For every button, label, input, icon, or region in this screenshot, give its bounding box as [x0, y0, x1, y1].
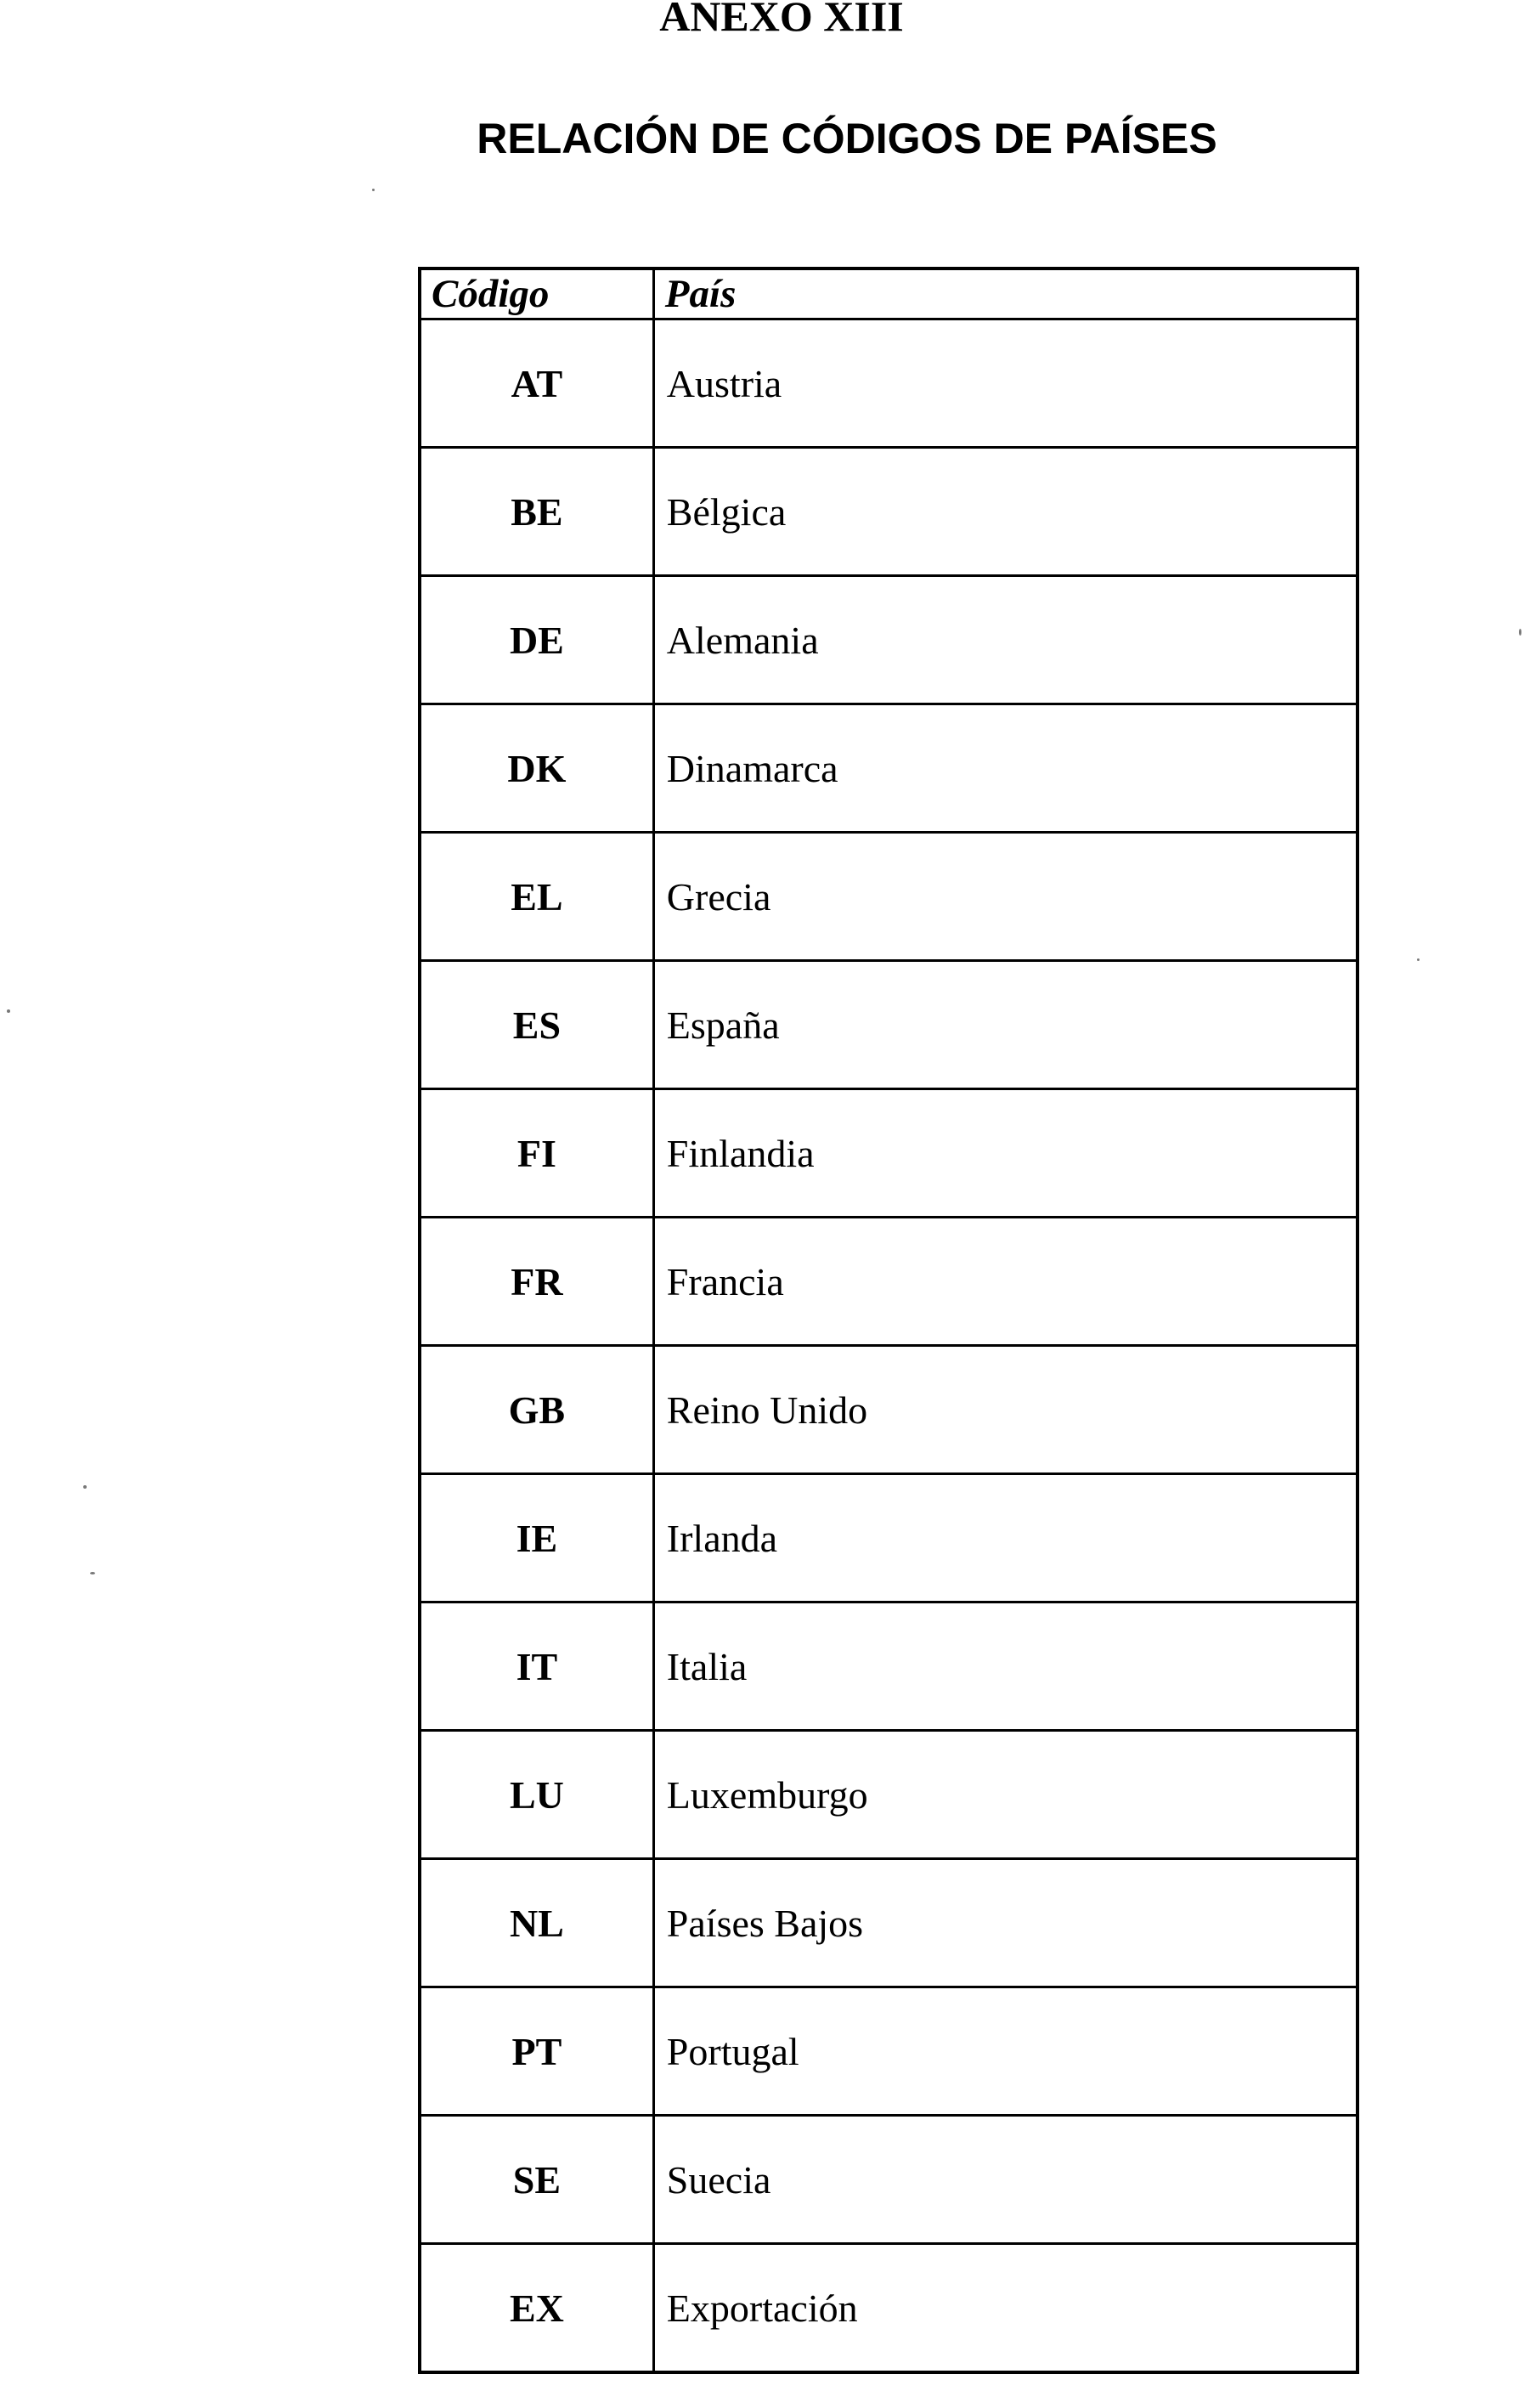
- scan-speck: [83, 1485, 87, 1489]
- country-name-cell: Suecia: [653, 2116, 1357, 2244]
- country-code-cell: NL: [420, 1859, 653, 1987]
- country-name-cell: Luxemburgo: [653, 1731, 1357, 1859]
- country-name-cell: Irlanda: [653, 1474, 1357, 1603]
- country-code-cell: FI: [420, 1089, 653, 1218]
- country-codes-table: [418, 267, 1359, 2374]
- country-code-cell: IT: [420, 1603, 653, 1731]
- country-name-cell: Alemania: [653, 576, 1357, 704]
- page-title: RELACIÓN DE CÓDIGOS DE PAÍSES: [477, 115, 1217, 162]
- table-row: [420, 1346, 1357, 1474]
- country-code-cell: EL: [420, 833, 653, 961]
- table-row: [420, 1474, 1357, 1603]
- table-row: [420, 1603, 1357, 1731]
- country-code-cell: FR: [420, 1218, 653, 1346]
- table-header-row: [420, 268, 1357, 319]
- country-code-cell: AT: [420, 319, 653, 448]
- table-row: [420, 833, 1357, 961]
- country-code-cell: PT: [420, 1987, 653, 2116]
- country-name-cell: Francia: [653, 1218, 1357, 1346]
- column-header-country: País: [653, 268, 1357, 319]
- table-row: [420, 319, 1357, 448]
- country-name-cell: Austria: [653, 319, 1357, 448]
- country-name-cell: Portugal: [653, 1987, 1357, 2116]
- table-row: [420, 1218, 1357, 1346]
- table-row: [420, 1731, 1357, 1859]
- country-code-cell: BE: [420, 448, 653, 576]
- table-row: [420, 2116, 1357, 2244]
- table-row: [420, 448, 1357, 576]
- country-code-cell: GB: [420, 1346, 653, 1474]
- table-row: [420, 1987, 1357, 2116]
- country-name-cell: Grecia: [653, 833, 1357, 961]
- table-row: [420, 1089, 1357, 1218]
- country-name-cell: Italia: [653, 1603, 1357, 1731]
- country-name-cell: España: [653, 961, 1357, 1089]
- country-code-cell: LU: [420, 1731, 653, 1859]
- country-name-cell: Dinamarca: [653, 704, 1357, 833]
- country-name-cell: Finlandia: [653, 1089, 1357, 1218]
- country-name-cell: Reino Unido: [653, 1346, 1357, 1474]
- scan-speck: [90, 1572, 95, 1574]
- table-row: [420, 961, 1357, 1089]
- column-header-code: Código: [420, 268, 653, 319]
- scan-speck: [1519, 629, 1521, 636]
- scan-speck: [7, 1009, 10, 1013]
- country-code-cell: EX: [420, 2244, 653, 2373]
- annex-title: ANEXO XIII: [659, 0, 904, 40]
- country-code-cell: SE: [420, 2116, 653, 2244]
- country-name-cell: Países Bajos: [653, 1859, 1357, 1987]
- country-code-cell: DE: [420, 576, 653, 704]
- scan-speck: [372, 189, 375, 191]
- country-name-cell: Exportación: [653, 2244, 1357, 2373]
- country-code-cell: ES: [420, 961, 653, 1089]
- country-code-cell: IE: [420, 1474, 653, 1603]
- table-row: [420, 1859, 1357, 1987]
- table-row: [420, 2244, 1357, 2373]
- table-row: [420, 576, 1357, 704]
- country-name-cell: Bélgica: [653, 448, 1357, 576]
- country-code-cell: DK: [420, 704, 653, 833]
- table-row: [420, 704, 1357, 833]
- scan-speck: [1417, 958, 1420, 961]
